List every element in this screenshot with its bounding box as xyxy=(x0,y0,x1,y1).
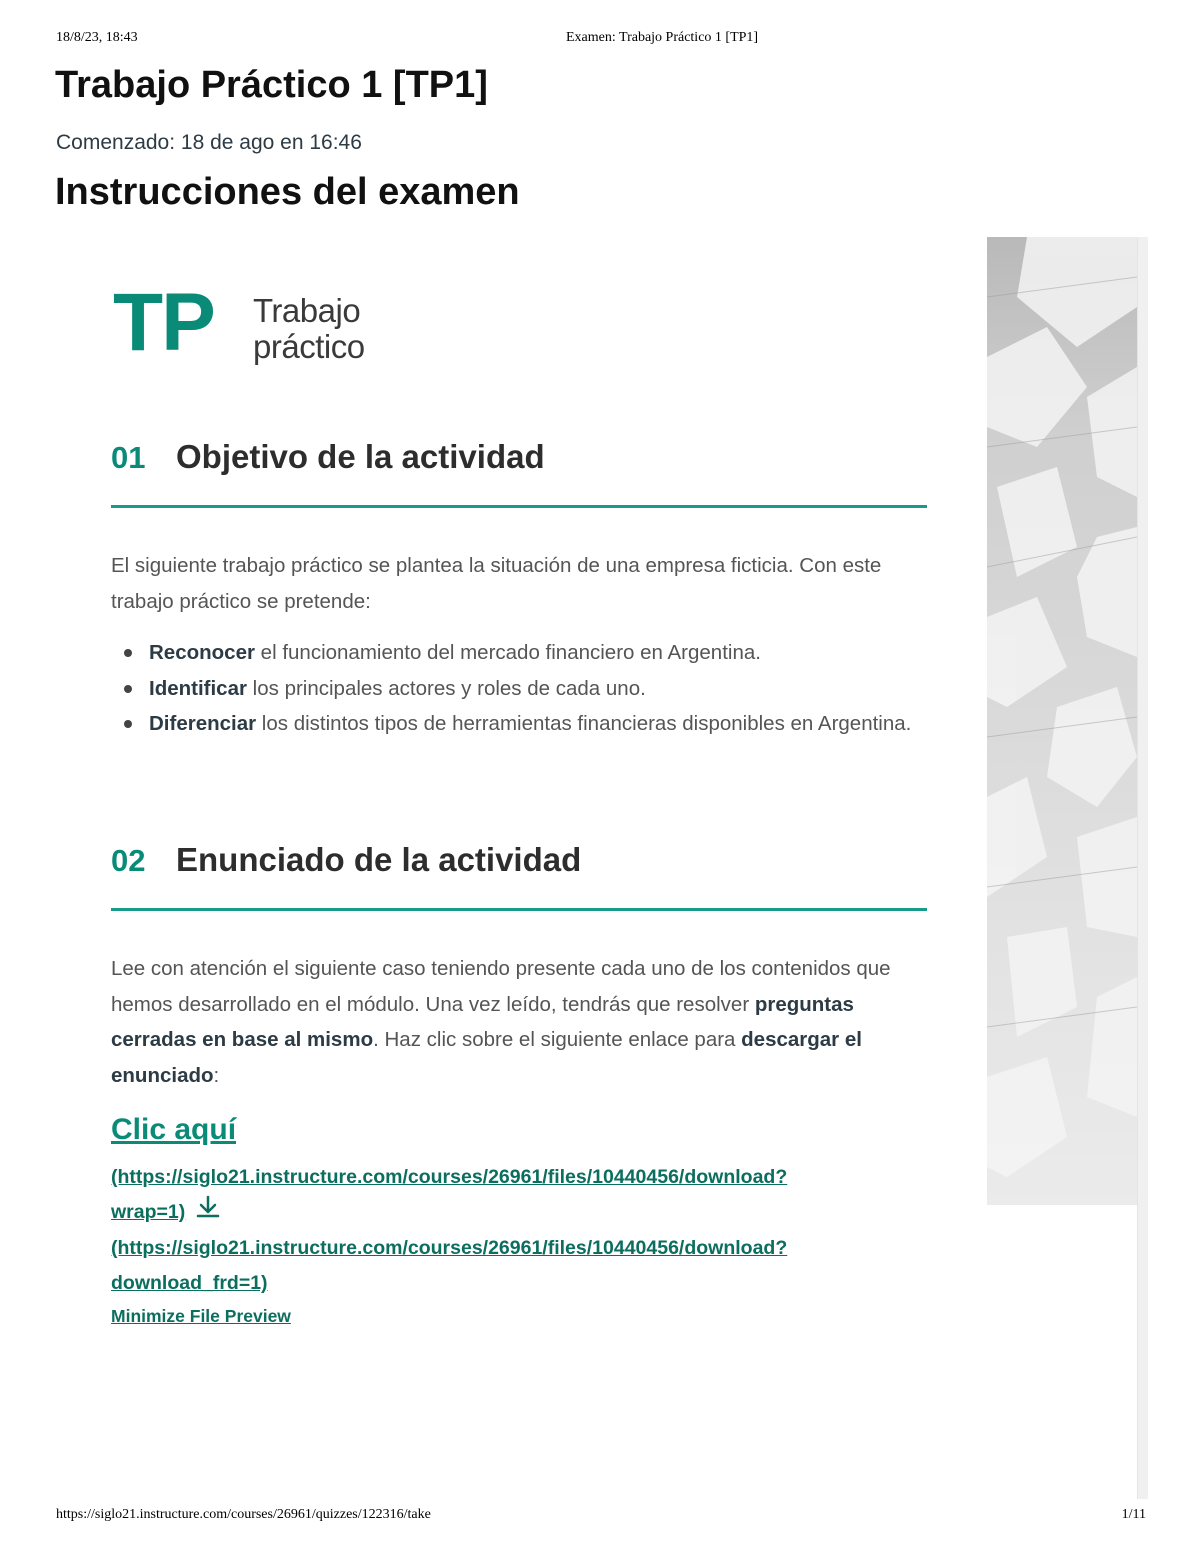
bullet-icon xyxy=(124,720,132,728)
goal-text: el funcionamiento del mercado financiero en Argentina. xyxy=(254,641,761,664)
bullet-icon xyxy=(124,649,132,657)
section-title: Enunciado de la actividad xyxy=(176,841,582,878)
minimize-file-preview-link[interactable]: Minimize File Preview xyxy=(111,1306,291,1326)
url-wrap-line-1: (https://siglo21.instructure.com/courses/26961/files/10440456/download? xyxy=(111,1166,788,1188)
section-divider xyxy=(111,908,927,911)
statement-bold-2: descargar el enunciado xyxy=(111,1028,862,1087)
instructions-title: Instrucciones del examen xyxy=(55,171,520,213)
architecture-pattern-icon xyxy=(987,237,1137,1205)
download-icon[interactable] xyxy=(195,1195,221,1231)
download-statement-link[interactable]: Clic aquí xyxy=(111,1113,237,1146)
print-url: https://siglo21.instructure.com/courses/26961/quizzes/122316/take xyxy=(56,1507,431,1522)
section-number: 01 xyxy=(111,440,146,475)
print-title: Examen: Trabajo Práctico 1 [TP1] xyxy=(566,30,759,45)
list-item xyxy=(111,635,927,671)
decorative-side-image xyxy=(987,237,1137,1205)
print-date: 18/8/23, 18:43 xyxy=(56,30,138,45)
url-download-line-2: download_frd=1) xyxy=(111,1272,268,1294)
section-divider xyxy=(111,505,927,508)
list-item xyxy=(111,706,927,742)
bullet-icon xyxy=(124,685,132,693)
goal-verb: Identificar xyxy=(149,676,247,700)
statement-bold-1: preguntas cerradas en base al mismo xyxy=(111,992,854,1051)
trabajo-practico-logo xyxy=(113,277,383,370)
statement-text-2: . Haz clic sobre el siguiente enlace para xyxy=(373,1028,742,1051)
logo-word-1: Trabajo xyxy=(253,292,361,329)
url-wrap-line-2: wrap=1) xyxy=(111,1201,186,1224)
url-download-line-1: (https://siglo21.instructure.com/courses/26961/files/10440456/download? xyxy=(111,1237,788,1259)
section-number: 02 xyxy=(111,843,146,878)
side-scrollbar[interactable] xyxy=(1137,237,1148,1499)
list-item xyxy=(111,671,927,707)
section-title: Objetivo de la actividad xyxy=(176,438,545,475)
goal-text: los principales actores y roles de cada uno. xyxy=(246,676,646,700)
page-title: Trabajo Práctico 1 [TP1] xyxy=(55,64,488,106)
statement-text-1: Lee con atención el siguiente caso teniendo presente cada uno de los contenidos que hemos desarrollado en el módulo. Una vez leído, tendrás que resolver xyxy=(111,957,891,1016)
goal-verb: Diferenciar xyxy=(149,712,257,735)
objective-list xyxy=(111,635,927,742)
file-links xyxy=(111,1160,927,1301)
goal-text: los distintos tipos de herramientas financieras disponibles en Argentina. xyxy=(256,712,912,735)
logo-word-2: práctico xyxy=(253,328,365,365)
objective-intro: El siguiente trabajo práctico se plantea la situación de una empresa ficticia. Con este trabajo práctico se pretende: xyxy=(111,554,882,613)
file-download-link[interactable] xyxy=(111,1237,787,1294)
goal-verb: Reconocer xyxy=(149,641,255,664)
statement-text-3: : xyxy=(213,1063,220,1087)
section-statement-heading xyxy=(111,841,927,879)
section-objective-heading xyxy=(111,438,927,476)
logo-letters: TP xyxy=(113,277,214,368)
started-timestamp: Comenzado: 18 de ago en 16:46 xyxy=(56,131,362,154)
statement-paragraph xyxy=(111,951,927,1093)
print-page-number: 1/11 xyxy=(1121,1507,1146,1522)
